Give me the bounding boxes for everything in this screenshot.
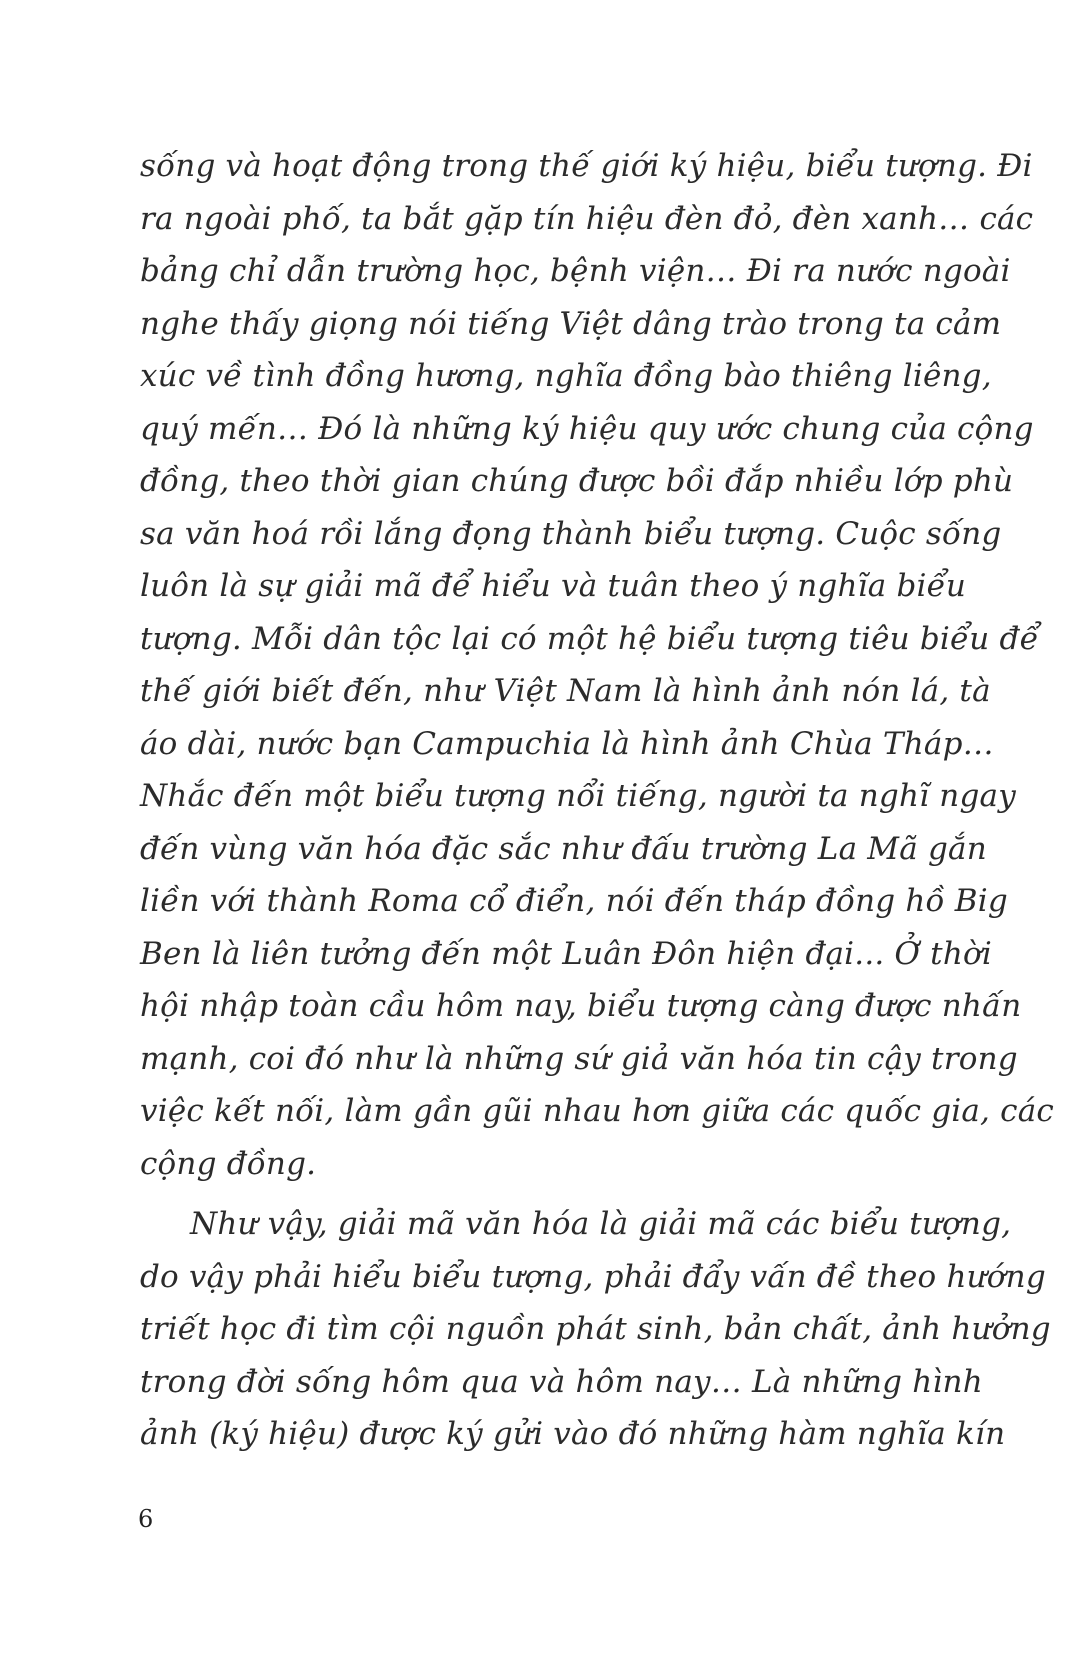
text-line: xúc về tình đồng hương, nghĩa đồng bào thiêng liêng, — [140, 358, 992, 394]
text-line: tượng. Mỗi dân tộc lại có một hệ biểu tượng tiêu biểu để — [140, 620, 1039, 657]
text-line: Ben là liên tưởng đến một Luân Đôn hiện đại... Ở thời — [140, 935, 992, 972]
text-line: luôn là sự giải mã để hiểu và tuân theo ý nghĩa biểu — [140, 568, 967, 604]
text-line: Như vậy, giải mã văn hóa là giải mã các biểu tượng, — [190, 1206, 1012, 1242]
text-line: sống và hoạt động trong thế giới ký hiệu, biểu tượng. Đi — [140, 148, 1033, 184]
text-line: hội nhập toàn cầu hôm nay, biểu tượng càng được nhấn — [140, 988, 1022, 1024]
body-text — [140, 140, 1054, 1461]
paragraph-2 — [140, 1198, 1051, 1461]
text-line: ảnh (ký hiệu) được ký gửi vào đó những hàm nghĩa kín — [140, 1416, 1006, 1452]
text-line: ra ngoài phố, ta bắt gặp tín hiệu đèn đỏ, đèn xanh… các — [140, 200, 1034, 237]
text-line: cộng đồng. — [140, 1145, 317, 1182]
text-line: mạnh, coi đó như là những sứ giả văn hóa tin cậy trong — [140, 1040, 1018, 1077]
text-line: do vậy phải hiểu biểu tượng, phải đẩy vấn đề theo hướng — [140, 1258, 1046, 1295]
paragraph-1 — [140, 140, 1054, 1190]
text-line: áo dài, nước bạn Campuchia là hình ảnh Chùa Tháp… — [140, 725, 994, 762]
text-line: đồng, theo thời gian chúng được bồi đắp nhiều lớp phù — [140, 463, 1014, 499]
text-line: bảng chỉ dẫn trường học, bệnh viện… Đi ra nước ngoài — [140, 253, 1011, 289]
text-line: liền với thành Roma cổ điển, nói đến tháp đồng hồ Big — [140, 883, 1008, 919]
text-line: quý mến… Đó là những ký hiệu quy ước chung của cộng — [140, 410, 1034, 447]
text-line: việc kết nối, làm gần gũi nhau hơn giữa các quốc gia, các — [140, 1093, 1054, 1129]
text-line: triết học đi tìm cội nguồn phát sinh, bản chất, ảnh hưởng — [140, 1311, 1051, 1347]
page-number: 6 — [138, 1505, 154, 1533]
text-line: đến vùng văn hóa đặc sắc như đấu trường La Mã gắn — [140, 830, 987, 867]
text-line: thế giới biết đến, như Việt Nam là hình ảnh nón lá, tà — [140, 673, 991, 709]
text-line: nghe thấy giọng nói tiếng Việt dâng trào trong ta cảm — [140, 305, 1002, 342]
text-line: Nhắc đến một biểu tượng nổi tiếng, người ta nghĩ ngay — [140, 778, 1016, 814]
text-line: trong đời sống hôm qua và hôm nay… Là những hình — [140, 1363, 983, 1400]
text-line: sa văn hoá rồi lắng đọng thành biểu tượng. Cuộc sống — [140, 515, 1002, 552]
